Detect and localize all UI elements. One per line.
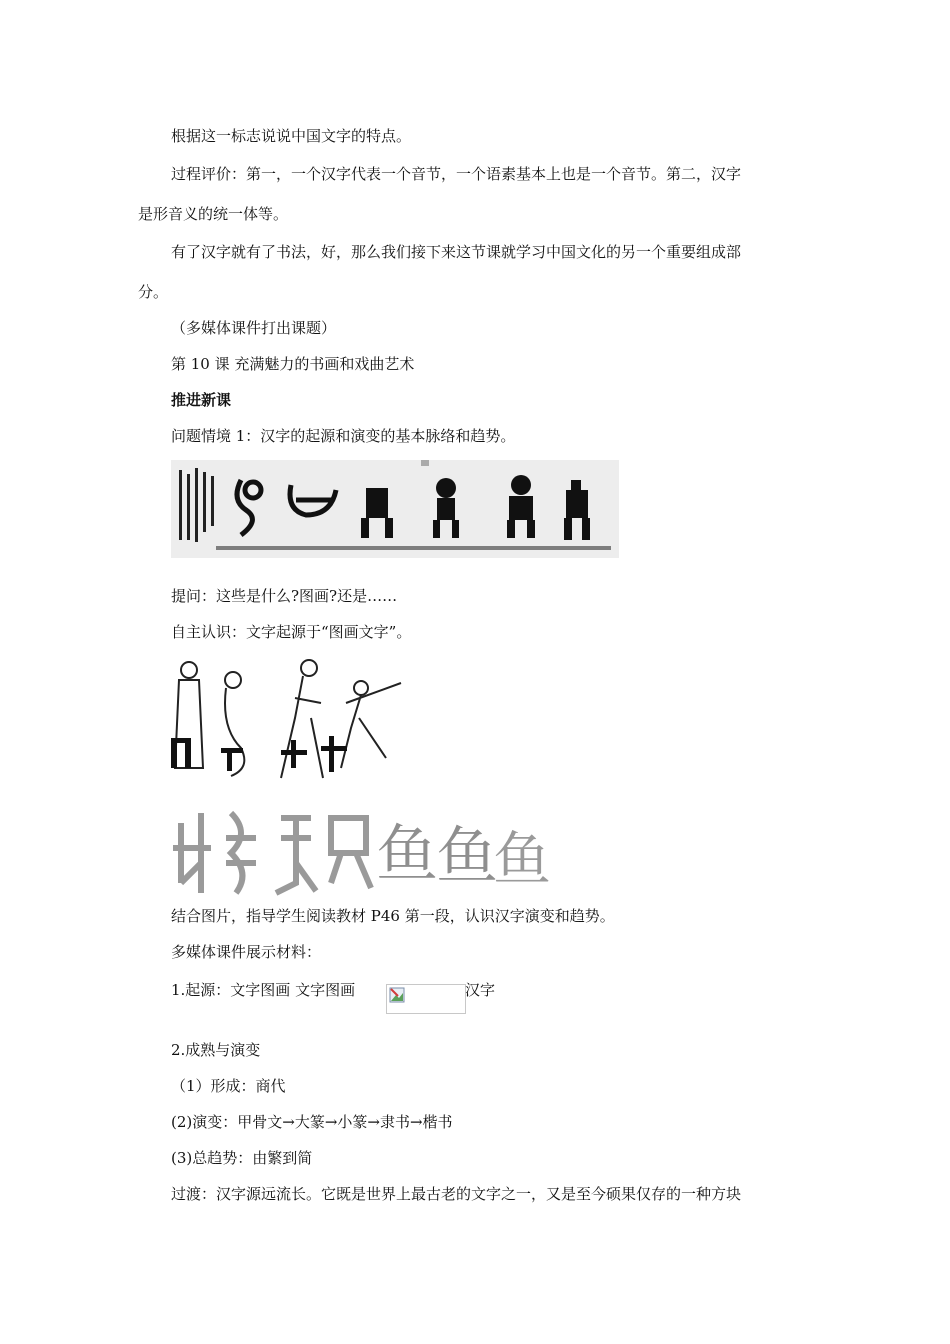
- paragraph-evaluation-cont: 是形音义的统一体等。: [138, 205, 289, 223]
- paragraph-calligraphy: 有了汉字就有了书法，好，那么我们接下来这节课就学习中国文化的另一个重要组成部: [171, 243, 742, 261]
- broken-image-icon: [389, 987, 405, 1003]
- paragraph-materials: 多媒体课件展示材料：: [171, 943, 322, 961]
- paragraph-evaluation: 过程评价：第一，一个汉字代表一个音节，一个语素基本上也是一个音节。第二，汉字: [171, 165, 742, 183]
- paragraph-formation: （1）形成：商代: [171, 1077, 286, 1095]
- paragraph-multimedia-title: （多媒体课件打出课题）: [171, 319, 337, 337]
- paragraph-transition: 过渡：汉字源远流长。它既是世界上最古老的文字之一，又是至今硕果仅存的一种方块: [171, 1185, 742, 1203]
- paragraph-problem-1: 问题情境 1：汉字的起源和演变的基本脉络和趋势。: [171, 427, 516, 445]
- paragraph-characteristics: 根据这一标志说说中国文字的特点。: [171, 127, 412, 145]
- paragraph-evolution: (2)演变：甲骨文→大篆→小篆→隶书→楷书: [171, 1113, 453, 1131]
- broken-image-placeholder: [386, 984, 466, 1014]
- paragraph-guide: 结合图片，指导学生阅读教材 P46 第一段，认识汉字演变和趋势。: [171, 907, 615, 925]
- svg-text:鱼: 鱼: [493, 825, 552, 893]
- paragraph-calligraphy-cont: 分。: [138, 283, 169, 301]
- pictograph-scroll-image: [171, 460, 619, 558]
- svg-text:鱼: 鱼: [376, 817, 439, 890]
- origin-line-prefix: 1.起源：文字图画 文字图画: [171, 981, 356, 999]
- fish-glyph-evolution-image: [171, 803, 553, 897]
- paragraph-trend: (3)总趋势：由繁到简: [171, 1149, 313, 1167]
- fish-glyphs-later: [376, 817, 551, 893]
- origin-line-suffix: 汉字: [465, 981, 496, 999]
- lesson-title: 第 10 课 充满魅力的书画和戏曲艺术: [171, 355, 415, 373]
- paragraph-recognition: 自主认识：文字起源于“图画文字”。: [171, 623, 412, 641]
- section-heading: 推进新课: [171, 391, 232, 409]
- paragraph-question: 提问：这些是什么?图画?还是……: [171, 587, 398, 605]
- svg-text:鱼: 鱼: [436, 819, 499, 892]
- figures-with-characters-image: [171, 658, 407, 784]
- paragraph-maturity: 2.成熟与演变: [171, 1041, 261, 1059]
